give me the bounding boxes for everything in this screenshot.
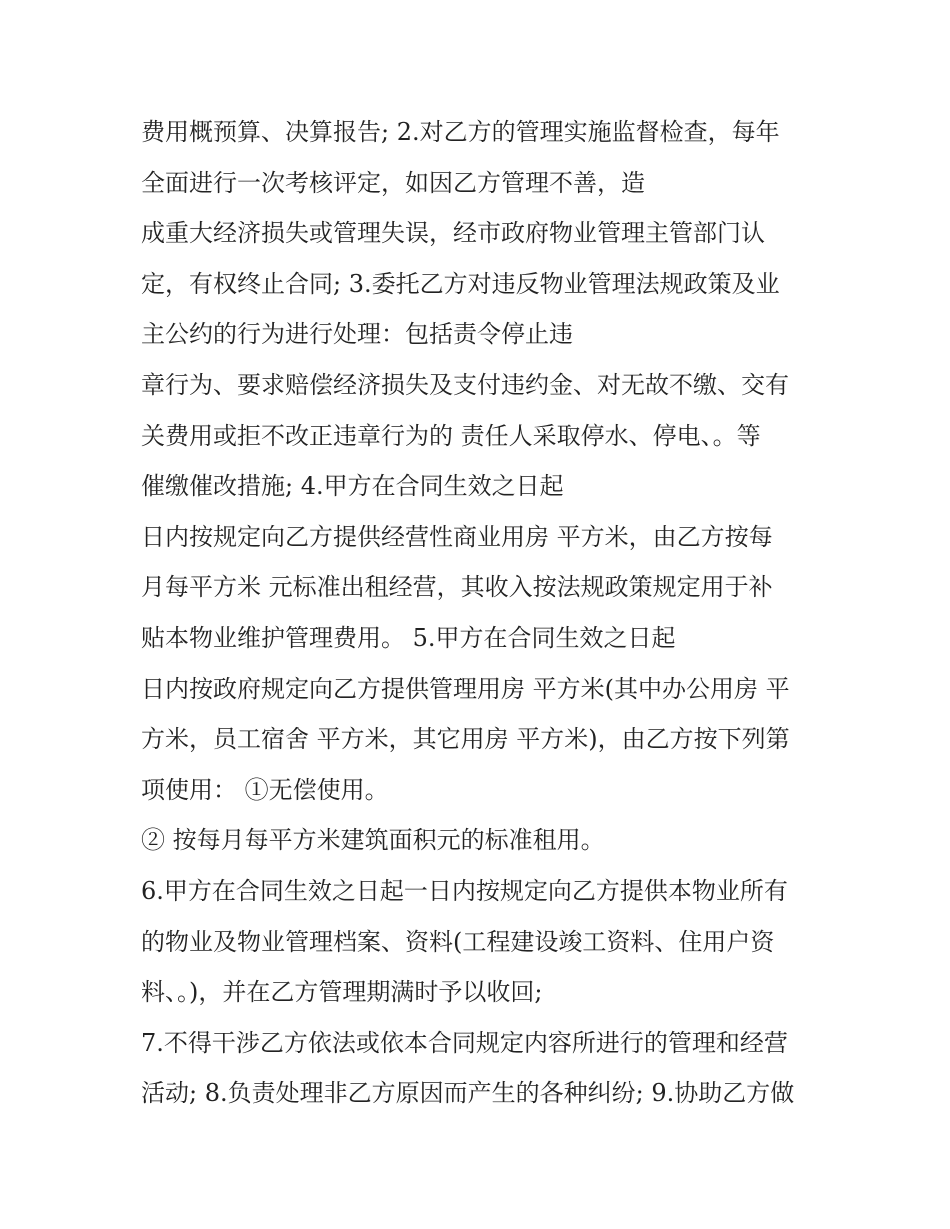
text-line: 活动; 8.负责处理非乙方原因而产生的各种纠纷; 9.协助乙方做: [141, 1079, 795, 1108]
text-line: 料、。)，并在乙方管理期满时予以收回;: [141, 978, 543, 1007]
text-line: 定，有权终止合同; 3.委托乙方对违反物业管理法规政策及业: [141, 269, 780, 298]
text-line: 月每平方米 元标准出租经营，其收入按法规政策规定用于补: [141, 573, 773, 602]
text-line: ② 按每月每平方米建筑面积元的标准租用。: [141, 826, 605, 855]
text-line: 贴本物业维护管理费用。 5.甲方在合同生效之日起: [141, 623, 676, 652]
text-line: 项使用： ①无偿使用。: [141, 775, 389, 804]
text-line: 7.不得干涉乙方依法或依本合同规定内容所进行的管理和经营: [141, 1028, 788, 1057]
text-line: 成重大经济损失或管理失误，经市政府物业管理主管部门认: [141, 219, 765, 248]
text-line: 主公约的行为进行处理：包括责令停止违: [141, 320, 573, 349]
text-line: 的物业及物业管理档案、资料(工程建设竣工资料、住用户资: [141, 927, 775, 956]
document-body: [141, 107, 821, 1119]
text-line: 关费用或拒不改正违章行为的 责任人采取停水、停电、。等: [141, 421, 761, 450]
text-line: 催缴催改措施; 4.甲方在合同生效之日起: [141, 472, 564, 501]
text-line: 费用概预算、决算报告; 2.对乙方的管理实施监督检查，每年: [141, 118, 780, 146]
text-line: 方米，员工宿舍 平方米，其它用房 平方米)，由乙方按下列第: [141, 725, 790, 754]
text-line: 全面进行一次考核评定，如因乙方管理不善，造: [141, 168, 645, 197]
text-line: 6.甲方在合同生效之日起一日内按规定向乙方提供本物业所有: [141, 876, 788, 905]
text-line: 章行为、要求赔偿经济损失及支付违约金、对无故不缴、交有: [141, 370, 789, 399]
text-line: 日内按政府规定向乙方提供管理用房 平方米(其中办公用房 平: [141, 674, 790, 703]
text-line: 日内按规定向乙方提供经营性商业用房 平方米，由乙方按每: [141, 522, 773, 551]
